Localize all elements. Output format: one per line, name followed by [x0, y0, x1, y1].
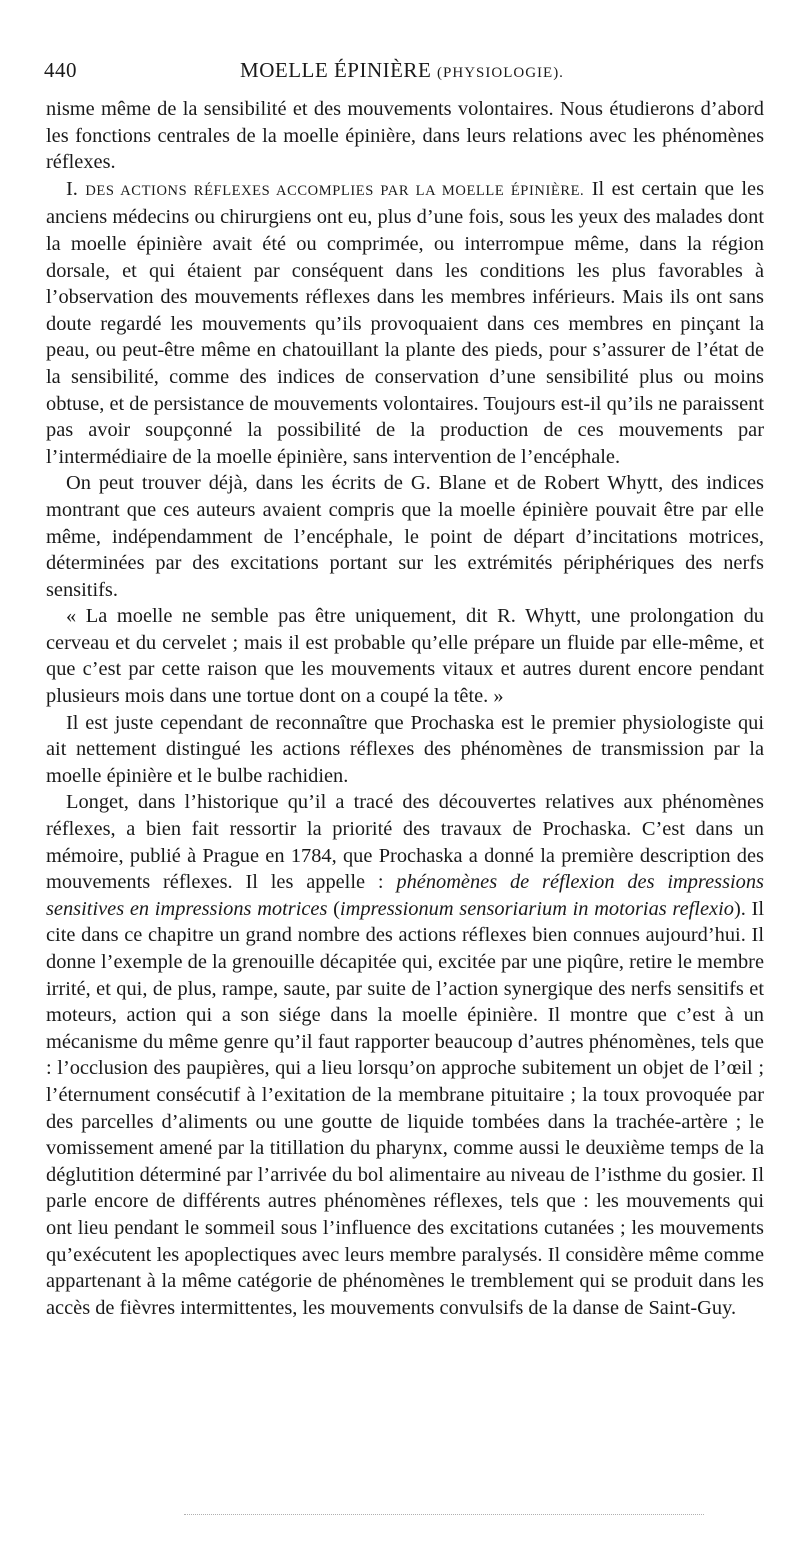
page-number: 440	[44, 58, 77, 82]
paragraph-5: Il est juste cependant de reconnaître que Prochaska est le premier physiologiste qui ait nettement distingué les actions réflexes des phénomènes de transmission par la moelle épinière et le bulbe rachidien.	[46, 711, 764, 787]
faint-footer-rule	[184, 1514, 704, 1515]
paragraph-6-italic: phénomènes de réflexion des impressions sensitives en impressions motrices	[46, 871, 764, 920]
paragraph-6-part-a: Longet, dans l’historique qu’il a tracé des découvertes relatives aux phénomènes réflexes, a bien fait ressortir la priorité des travaux de Prochaska. C’est dans un mémoire, publié à Prague en 1784, que Prochaska a donné la première description des mouvements réflexes. Il les appelle :	[46, 791, 764, 894]
paragraph-2	[46, 176, 764, 471]
running-head-title: MOELLE ÉPINIÈRE	[240, 58, 432, 82]
paragraph-6-latin: impressionum sensoriarium in motorias reflexio	[339, 897, 734, 920]
paragraph-6-part-b: Il cite dans ce chapitre un grand nombre des actions réflexes bien connues aujourd’hui. Il donne l’exemple de la grenouille décapitée qui, excitée par une piqûre, retire le membre irrité, et qui, de plus, rampe, saute, par suite de l’action synergique des nerfs sensitifs et moteurs, action qui a son siége dans la moelle épinière. Il montre que c’est à un mécanisme du même genre qu’il faut rapporter beaucoup d’autres phénomènes, tels que : l’occlusion des paupières, qui a lieu lorsqu’on approche subitement un objet de l’œil ; l’éternument consécutif à l’exitation de la membrane pituitaire ; la toux provoquée par des parcelles d’aliments ou une goutte de liquide tombées dans la trachée-artère ; le vomissement amené par la titillation du pharynx, comme aussi le deuxième temps de la déglutition déterminé par l’arrivée du bol alimentaire au niveau de l’isthme du gosier. Il parle encore de différents autres phénomènes réflexes, tels que : les mouvements qui ont lieu pendant le sommeil sous l’influence des excitations cutanées ; les mouvements qu’exécutent les apoplectiques avec leurs membre paralysés. Il considère même comme appartenant à la même catégorie de phénomènes le tremblement qui se produit dans les accès de fièvres intermittentes, les mouvements convulsifs de la danse de Saint-Guy.	[46, 897, 764, 1319]
paragraph-3: On peut trouver déjà, dans les écrits de G. Blane et de Robert Whytt, des indices montrant que ces auteurs avaient compris que la moelle épinière pouvait être par elle même, indépendamment de l’encéphale, le point de départ d’incitations motrices, déterminées par des excitations portant sur les extrémités périphériques des nerfs sensitifs.	[46, 472, 764, 601]
running-head-subtitle: (PHYSIOLOGIE).	[437, 65, 564, 81]
page-header	[44, 58, 760, 88]
paragraph-1: nisme même de la sensibilité et des mouvements volontaires. Nous étudierons d’abord les fonctions centrales de la moelle épinière, dans leurs relations avec les phénomènes réflexes.	[46, 98, 764, 174]
running-head	[44, 58, 760, 83]
paragraph-6	[46, 789, 764, 1321]
section-title-text: DES ACTIONS RÉFLEXES ACCOMPLIES PAR LA MOELLE ÉPINIÈRE.	[85, 182, 585, 199]
body-text	[46, 96, 764, 1321]
section-number: I.	[66, 177, 78, 200]
section-title	[85, 183, 584, 199]
paragraph-2-text: Il est certain que les anciens médecins ou chirurgiens ont eu, plus d’une fois, sous les yeux des malades dont la moelle épinière avait été ou comprimée, ou interrompue même, dans la région dorsale, et qui étaient par conséquent dans les conditions les plus favorables à l’observation des mouvements réflexes dans les membres inférieurs. Mais ils ont sans doute regardé les mouvements qu’ils provoquaient dans ces membres en pinçant la peau, ou peut-être même en chatouillant la plante des pieds, pour s’assurer de l’état de la sensibilité, comme des indices de conservation d’une sensibilité plus ou moins obtuse, et de persistance de mouvements volontaires. Toujours est-il qu’ils ne paraissent pas avoir soupçonné la possibilité de la production de ces mouvements par l’intermédiaire de la moelle épinière, sans intervention de l’encéphale.	[46, 177, 765, 468]
paragraph-4-quote: « La moelle ne semble pas être uniquement, dit R. Whytt, une prolongation du cerveau et du cervelet ; mais il est probable qu’elle prépare un fluide par elle-même, et que c’est par cette raison que les mouvements vitaux et autres durent encore pendant plusieurs mois dans une tortue dont on a coupé la tête. »	[46, 605, 764, 708]
paren-open: (	[327, 897, 340, 920]
paren-close: ).	[733, 897, 746, 920]
